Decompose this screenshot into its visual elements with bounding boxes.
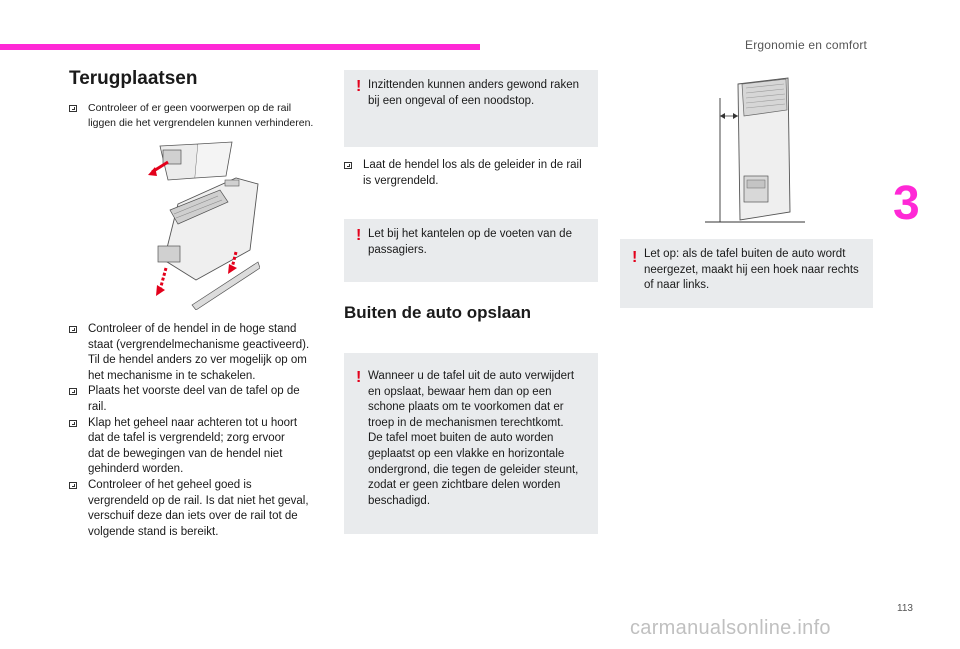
storage-heading: Buiten de auto opslaan [344,303,532,322]
warning-box: ! Let op: als de tafel buiten de auto wordt neergezet, maakt hij een hoek naar rechts of naar links. [620,239,873,308]
table-installation-illustration [140,140,260,310]
warning-box: ! Wanneer u de tafel uit de auto verwijdert en opslaat, bewaar hem dan op een schone plaats om te voorkomen dat er troep in de mechanismen terechtkomt. De tafel moet buiten de auto worden geplaatst op een vlakke en horizontale ondergrond, die tegen de geleider steunt, zodat er geen zichtbare delen worden beschadigd. [344,353,598,534]
list-item: Plaats het voorste deel van de tafel op de [69,384,329,400]
section-title: Ergonomie en comfort [745,38,868,52]
warning-icon: ! [356,78,362,95]
list-item: Controleer of de hendel in de hoge stand [69,322,329,338]
section-heading: Terugplaatsen [69,68,198,89]
warning-box: ! Let bij het kantelen op de voeten van de passagiers. [344,219,598,282]
checkbox-bullet-icon [344,162,352,169]
page-number: 113 [897,603,913,614]
steps-list: Controleer of de hendel in de hoge stand staat (vergrendelmechanisme geactiveerd). Til de hendel anders zo ver mogelijk op om het mechanisme in te schakelen. Plaats het voorste deel van de tafel op de rail. Klap het geheel naar achteren tot u hoort dat de tafel is vergrendeld; zorg ervoor dat de bewegingen van de hendel niet gehinderd worden. Controleer of het geheel goed is vergrendeld op de rail. Is dat niet het geval, verschuif deze dan iets over de rail tot de volgende stand is bereikt. [69,322,329,540]
checkbox-bullet-icon [69,420,77,427]
checkbox-bullet-icon [69,326,77,333]
warning-icon: ! [632,249,638,266]
checkbox-bullet-icon [69,105,77,112]
table-standing-illustration [700,70,810,230]
release-bullet: Laat de hendel los als de geleider in de rail is vergrendeld. [344,158,598,189]
checkbox-bullet-icon [69,388,77,395]
accent-bar [0,44,480,50]
watermark: carmanualsonline.info [630,617,831,639]
warning-box: ! Inzittenden kunnen anders gewond raken bij een ongeval of een noodstop. [344,70,598,147]
list-item: Klap het geheel naar achteren tot u hoort [69,416,329,432]
checkbox-bullet-icon [69,482,77,489]
warning-icon: ! [356,369,362,386]
chapter-number: 3 [893,177,920,230]
list-item: Controleer of het geheel goed is [69,478,329,494]
warning-icon: ! [356,227,362,244]
intro-bullet: Controleer of er geen voorwerpen op de rail liggen die het vergrendelen kunnen verhinderen. [69,101,329,130]
